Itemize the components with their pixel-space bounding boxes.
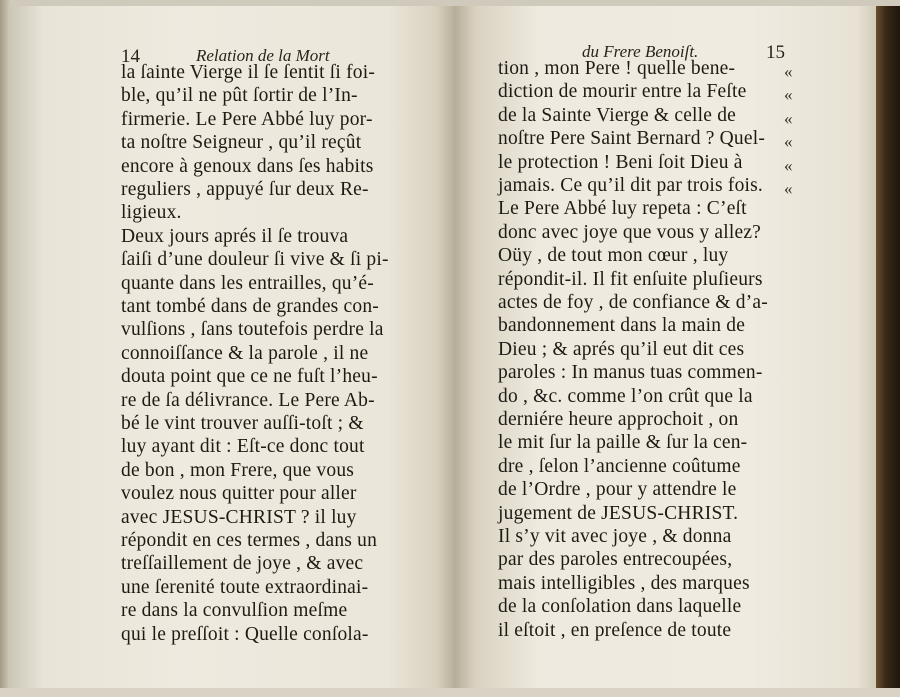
left-text-line: vulſions , ſans toutefois perdre la xyxy=(121,319,384,341)
right-text-line: actes de foy , de confiance & d’a- xyxy=(498,292,768,313)
book-right-edge xyxy=(876,6,900,697)
right-text-line: jugement de JESUS-CHRIST. xyxy=(498,502,739,524)
right-text-line: par des paroles entrecoupées, xyxy=(498,549,733,571)
right-text-line: tion , mon Pere ! quelle bene- xyxy=(498,58,736,79)
right-text-line: Il s’y vit avec joye , & donna xyxy=(498,526,732,547)
left-text-line: qui le preſſoit : Quelle conſola- xyxy=(121,623,369,645)
left-text-line: firmerie. Le Pere Abbé luy por- xyxy=(121,108,373,130)
right-text-line: de l’Ordre , pour y attendre le xyxy=(498,479,737,501)
right-page xyxy=(454,6,878,690)
right-text-line: répondit-il. Il fit enſuite pluſieurs xyxy=(498,268,763,290)
right-text-line: diction de mourir entre la Feſte xyxy=(498,81,747,103)
quote-mark: « xyxy=(784,132,793,152)
quote-mark: « xyxy=(784,108,793,128)
right-text-line: dre , ſelon l’ancienne coûtume xyxy=(498,455,741,477)
left-text-line: ligieux. xyxy=(121,202,182,224)
quote-mark: « xyxy=(784,85,793,105)
right-text-line: mais intelligibles , des marques xyxy=(498,572,750,594)
left-text-line: voulez nous quitter pour aller xyxy=(121,483,357,505)
right-text-line: Oüy , de tout mon cœur , luy xyxy=(498,245,729,267)
right-running-head: du Frere Benoiſt. xyxy=(582,42,699,61)
right-text-line: derniére heure approchoit , on xyxy=(498,409,739,430)
left-page-number: 14 xyxy=(121,46,140,67)
left-text-line: une ſerenité toute extraordinai- xyxy=(121,576,369,598)
left-text-line: bé le vint trouver auſſi-toſt ; & xyxy=(121,413,364,434)
right-text-line: noſtre Pere Saint Bernard ? Quel- xyxy=(498,128,766,150)
page-bottom-edge xyxy=(0,688,900,697)
left-running-head: Relation de la Mort xyxy=(196,46,330,65)
right-text-line: le protection ! Beni ſoit Dieu à xyxy=(498,151,743,173)
quote-mark: « xyxy=(784,155,793,175)
left-text-line: répondit en ces termes , dans un xyxy=(121,530,378,551)
right-text-line: donc avec joye que vous y allez? xyxy=(498,221,762,243)
right-page-number: 15 xyxy=(766,42,785,63)
right-text-line: jamais. Ce qu’il dit par trois fois. xyxy=(498,175,763,196)
left-text-line: ta noſtre Seigneur , qu’il reçût xyxy=(121,132,362,154)
right-text-line: Dieu ; & aprés qu’il eut dit ces xyxy=(498,338,745,360)
right-text-line: de la Sainte Vierge & celle de xyxy=(498,104,737,126)
left-text-line: de bon , mon Frere, que vous xyxy=(121,459,355,481)
right-text-line: paroles : In manus tuas commen- xyxy=(498,362,763,384)
right-text-line: do , &c. comme l’on crût que la xyxy=(498,385,753,407)
left-text-line: Deux jours aprés il ſe trouva xyxy=(121,225,349,247)
left-text-line: avec JESUS-CHRIST ? il luy xyxy=(121,506,357,528)
left-text-line: quante dans les entrailles, qu’é- xyxy=(121,272,374,294)
right-text-line: de la conſolation dans laquelle xyxy=(498,596,742,618)
left-text-line: reguliers , appuyé ſur deux Re- xyxy=(121,179,369,200)
left-text-line: connoiſſance & la parole , il ne xyxy=(121,342,369,364)
left-page xyxy=(8,6,454,690)
right-text-line: le mit ſur la paille & ſur la cen- xyxy=(498,432,748,454)
left-text-line: ſaiſi d’une douleur ſi vive & ſi pi- xyxy=(121,249,389,271)
left-text-line: treſſaillement de joye , & avec xyxy=(121,553,364,575)
left-text-line: tant tombé dans de grandes con- xyxy=(121,296,379,317)
left-text-line: re dans la convulſion meſme xyxy=(121,600,348,622)
right-text-line: Le Pere Abbé luy repeta : C’eſt xyxy=(498,198,747,220)
quote-mark: « xyxy=(784,179,793,198)
left-text-line: douta point que ce ne fuſt l’heu- xyxy=(121,366,378,388)
left-text-line: re de ſa délivrance. Le Pere Ab- xyxy=(121,389,375,411)
left-text-line: encore à genoux dans ſes habits xyxy=(121,155,374,177)
left-text-line: la ſainte Vierge il ſe ſentit ſi foi- xyxy=(121,62,376,83)
left-text-line: luy ayant dit : Eſt-ce donc tout xyxy=(121,436,365,458)
left-text-line: ble, qu’il ne pût ſortir de l’In- xyxy=(121,85,358,107)
right-text-line: il eſtoit , en preſence de toute xyxy=(498,619,732,641)
quote-mark: « xyxy=(784,62,793,81)
right-text-line: bandonnement dans la main de xyxy=(498,315,746,337)
